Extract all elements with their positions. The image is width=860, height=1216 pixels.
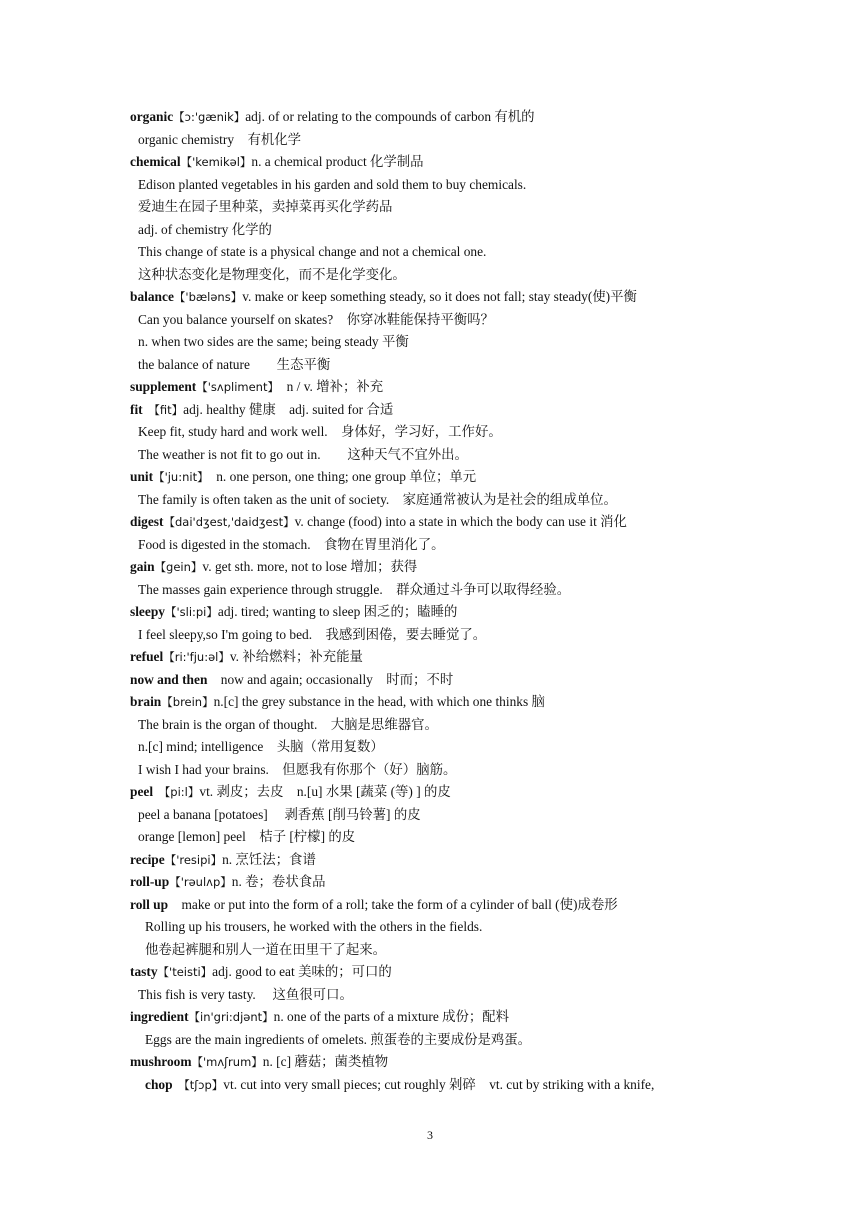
headword: digest — [130, 514, 164, 529]
vocab-entry — [130, 399, 750, 422]
example-line: 他卷起裤腿和别人一道在田里干了起来。 — [145, 941, 387, 957]
headword: balance — [130, 289, 174, 304]
definition: adj. tired; wanting to sleep 困乏的；瞌睡的 — [217, 604, 458, 619]
headword: chop — [145, 1076, 173, 1092]
example-line: This change of state is a physical change and not a chemical one. — [138, 244, 487, 259]
definition: n. 烹饪法；食谱 — [222, 851, 316, 867]
definition: n.[c] the grey substance in the head, with which one thinks 脑 — [213, 694, 545, 709]
definition: vt. 剥皮；去皮 n.[u] 水果 [蔬菜 (等) ] 的皮 — [199, 784, 451, 799]
example-line: Can you balance yourself on skates? 你穿冰鞋能保持平衡吗？ — [138, 311, 494, 327]
phonetic-transcription: 【fit】 — [142, 402, 184, 417]
vocabulary-list — [130, 106, 750, 1096]
example-line: The masses gain experience through struggle. 群众通过斗争可以取得经验。 — [138, 581, 571, 597]
vocab-entry — [130, 646, 750, 669]
phonetic-transcription: 【ɔ:'gænik】 — [173, 110, 246, 124]
definition: n. [c] 蘑菇；菌类植物 — [262, 1054, 389, 1069]
vocab-entry — [130, 106, 750, 129]
vocab-entry — [130, 511, 750, 534]
definition: v. 补给燃料；补充能量 — [229, 649, 363, 664]
vocab-entry — [130, 286, 750, 309]
headword: peel — [130, 784, 154, 799]
example-line: adj. of chemistry 化学的 — [138, 221, 272, 237]
example-line: I feel sleepy,so I'm going to bed. 我感到困倦，要去睡觉了。 — [138, 626, 487, 642]
example-line: Edison planted vegetables in his garden and sold them to buy chemicals. — [138, 176, 527, 192]
vocab-entry — [130, 151, 750, 174]
example-line: the balance of nature 生态平衡 — [138, 356, 331, 372]
definition: n. one person, one thing; one group 单位；单元 — [202, 469, 477, 484]
vocab-entry — [130, 691, 750, 714]
definition: v. change (food) into a state in which the body can use it 消化 — [294, 514, 627, 529]
definition: adj. of or relating to the compounds of carbon 有机的 — [245, 109, 535, 124]
phonetic-transcription: 【'sli:pi】 — [164, 605, 218, 619]
vocab-entry — [130, 1051, 750, 1074]
example-line: peel a banana [potatoes] 剥香蕉 [削马铃薯] 的皮 — [138, 806, 421, 822]
phonetic-transcription: 【'ju:nit】 — [153, 470, 203, 484]
example-line: 这种状态变化是物理变化，而不是化学变化。 — [138, 266, 406, 282]
vocab-entry — [130, 556, 750, 579]
page-number: 3 — [427, 1128, 433, 1142]
vocab-entry — [130, 1006, 750, 1029]
definition: n. one of the parts of a mixture 成份；配料 — [273, 1009, 510, 1024]
headword: gain — [130, 559, 155, 574]
phonetic-transcription: 【pi:l】 — [153, 785, 200, 799]
example-line: The weather is not fit to go out in. 这种天气不宜外出。 — [138, 446, 468, 462]
vocab-entry — [130, 601, 750, 624]
headword: roll up — [130, 896, 169, 912]
headword: refuel — [130, 649, 164, 664]
definition: adj. healthy 健康 adj. suited for 合适 — [183, 401, 394, 417]
vocab-entry — [130, 781, 750, 804]
headword: supplement — [130, 379, 197, 394]
vocab-entry — [130, 849, 750, 872]
vocab-entry — [130, 669, 750, 692]
definition: make or put into the form of a roll; take the form of a cylinder of ball (使)成卷形 — [168, 896, 618, 912]
phonetic-transcription: 【brein】 — [161, 695, 214, 709]
phonetic-transcription: 【in'gri:djənt】 — [188, 1010, 274, 1024]
example-line: This fish is very tasty. 这鱼很可口。 — [138, 986, 353, 1002]
phonetic-transcription: 【'mʌʃrum】 — [191, 1055, 263, 1069]
definition: n. 卷；卷状食品 — [231, 874, 326, 889]
phonetic-transcription: 【gein】 — [154, 560, 203, 574]
headword: now and then — [130, 671, 208, 687]
definition: adj. good to eat 美味的；可口的 — [212, 964, 392, 979]
example-line: The brain is the organ of thought. 大脑是思维器官。 — [138, 716, 438, 732]
example-line: n. when two sides are the same; being steady 平衡 — [138, 334, 409, 349]
headword: tasty — [130, 964, 158, 979]
phonetic-transcription: 【tʃɔp】 — [172, 1077, 224, 1092]
example-line: organic chemistry 有机化学 — [138, 131, 302, 147]
definition: n. a chemical product 化学制品 — [251, 154, 424, 169]
example-line: I wish I had your brains. 但愿我有你那个（好）脑筋。 — [138, 761, 457, 777]
headword: chemical — [130, 154, 181, 169]
headword: recipe — [130, 851, 165, 867]
headword: fit — [130, 401, 143, 417]
vocab-entry — [130, 376, 750, 399]
phonetic-transcription: 【dai'dʒest,'daidʒest】 — [163, 515, 295, 529]
headword: mushroom — [130, 1054, 192, 1069]
phonetic-transcription: 【'kemikəl】 — [180, 155, 252, 169]
vocab-entry — [130, 871, 750, 894]
phonetic-transcription: 【'rəulʌp】 — [169, 875, 232, 889]
example-line: Keep fit, study hard and work well. 身体好，学习好，工作好。 — [138, 424, 502, 439]
phonetic-transcription: 【'resipi】 — [164, 852, 223, 867]
example-line: n.[c] mind; intelligence 头脑（常用复数） — [138, 739, 384, 754]
example-line: Rolling up his trousers, he worked with the others in the fields. — [145, 919, 483, 934]
vocab-entry — [130, 961, 750, 984]
phonetic-transcription: 【'teisti】 — [157, 965, 213, 979]
example-line: Eggs are the main ingredients of omelets. 煎蛋卷的主要成份是鸡蛋。 — [145, 1031, 532, 1047]
headword: organic — [130, 109, 174, 124]
example-line: orange [lemon] peel 桔子 [柠檬] 的皮 — [138, 829, 356, 844]
definition: vt. cut into very small pieces; cut roughly 剁碎 vt. cut by striking with a knife, — [223, 1076, 655, 1092]
phonetic-transcription: 【'sʌpliment】 — [196, 380, 274, 394]
example-line: Food is digested in the stomach. 食物在胃里消化了。 — [138, 536, 445, 552]
headword: brain — [130, 694, 162, 709]
definition: n / v. 增补；补充 — [273, 379, 384, 394]
example-line: The family is often taken as the unit of society. 家庭通常被认为是社会的组成单位。 — [138, 491, 617, 507]
headword: sleepy — [130, 604, 165, 619]
definition: now and again; occasionally 时而；不时 — [207, 671, 454, 687]
vocab-entry — [130, 894, 750, 917]
phonetic-transcription: 【ri:'fju:əl】 — [163, 650, 230, 664]
phonetic-transcription: 【'bæləns】 — [173, 290, 243, 304]
headword: unit — [130, 469, 154, 484]
headword: roll-up — [130, 874, 170, 889]
vocab-entry — [130, 1074, 750, 1097]
vocab-entry — [130, 466, 750, 489]
definition: v. get sth. more, not to lose 增加；获得 — [202, 559, 418, 574]
example-line: 爱迪生在园子里种菜，卖掉菜再买化学药品 — [138, 199, 393, 214]
definition: v. make or keep something steady, so it does not fall; stay steady(使)平衡 — [242, 289, 637, 304]
headword: ingredient — [130, 1009, 189, 1024]
